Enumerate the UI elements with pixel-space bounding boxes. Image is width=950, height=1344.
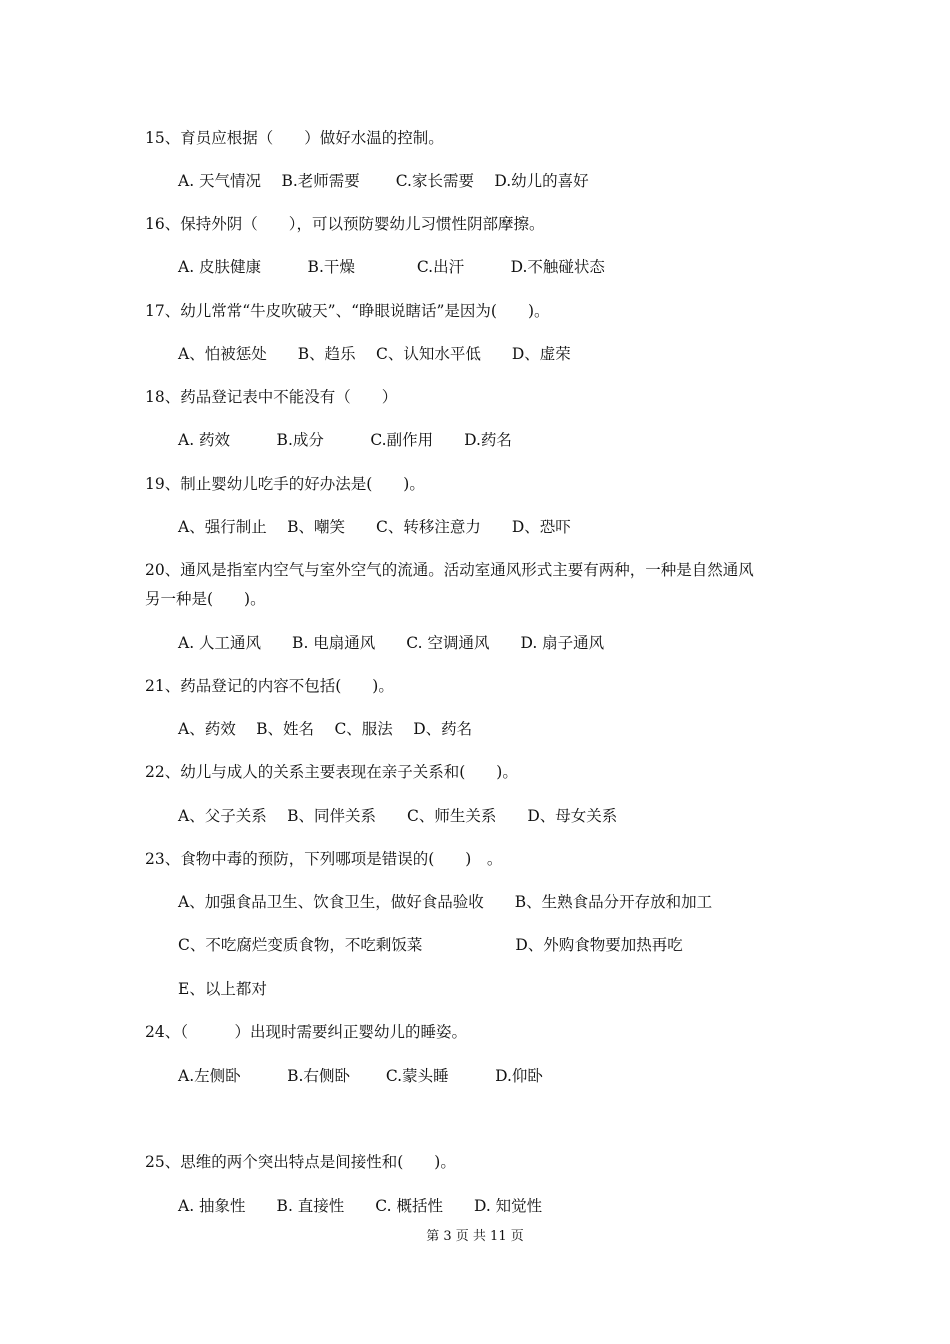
options-16: A. 皮肤健康 B.干燥 C.出汗 D.不触碰状态 [178, 258, 605, 276]
question-17: 17、幼儿常常“牛皮吹破天”、“睁眼说瞎话”是因为( )。 [145, 302, 550, 320]
options-22: A、父子关系 B、同伴关系 C、师生关系 D、母女关系 [178, 807, 618, 825]
question-24: 24、（ ）出现时需要纠正婴幼儿的睡姿。 [145, 1023, 467, 1041]
options-17: A、怕被惩处 B、趋乐 C、认知水平低 D、虚荣 [178, 345, 571, 363]
question-15: 15、育员应根据（ ）做好水温的控制。 [145, 129, 444, 147]
question-22: 22、幼儿与成人的关系主要表现在亲子关系和( )。 [145, 763, 518, 781]
question-23: 23、食物中毒的预防，下列哪项是错误的( ) 。 [145, 850, 503, 868]
page-number: 第 3 页 共 11 页 [426, 1229, 524, 1244]
options-23-row1: A、加强食品卫生、饮食卫生，做好食品验收 B、生熟食品分开存放和加工 [178, 893, 713, 911]
options-18: A. 药效 B.成分 C.副作用 D.药名 [178, 431, 512, 449]
question-19: 19、制止婴幼儿吃手的好办法是( )。 [145, 475, 425, 493]
question-16: 16、保持外阴（ ），可以预防婴幼儿习惯性阴部摩擦。 [145, 215, 545, 233]
options-25: A. 抽象性 B. 直接性 C. 概括性 D. 知觉性 [178, 1197, 543, 1215]
question-20-cont: 另一种是( )。 [145, 590, 266, 608]
options-15: A. 天气情况 B.老师需要 C.家长需要 D.幼儿的喜好 [178, 172, 589, 190]
options-20: A. 人工通风 B. 电扇通风 C. 空调通风 D. 扇子通风 [178, 634, 605, 652]
question-25: 25、思维的两个突出特点是间接性和( )。 [145, 1153, 456, 1171]
options-21: A、药效 B、姓名 C、服法 D、药名 [178, 720, 473, 738]
question-18: 18、药品登记表中不能没有（ ） [145, 388, 398, 406]
options-24: A.左侧卧 B.右侧卧 C.蒙头睡 D.仰卧 [178, 1067, 543, 1085]
options-19: A、强行制止 B、嘲笑 C、转移注意力 D、恐吓 [178, 518, 571, 536]
options-23-row3: E、以上都对 [178, 980, 267, 998]
options-23-row2: C、不吃腐烂变质食物，不吃剩饭菜 D、外购食物要加热再吃 [178, 936, 683, 954]
question-21: 21、药品登记的内容不包括( )。 [145, 677, 394, 695]
question-20: 20、通风是指室内空气与室外空气的流通。活动室通风形式主要有两种，一种是自然通风 [145, 561, 754, 579]
